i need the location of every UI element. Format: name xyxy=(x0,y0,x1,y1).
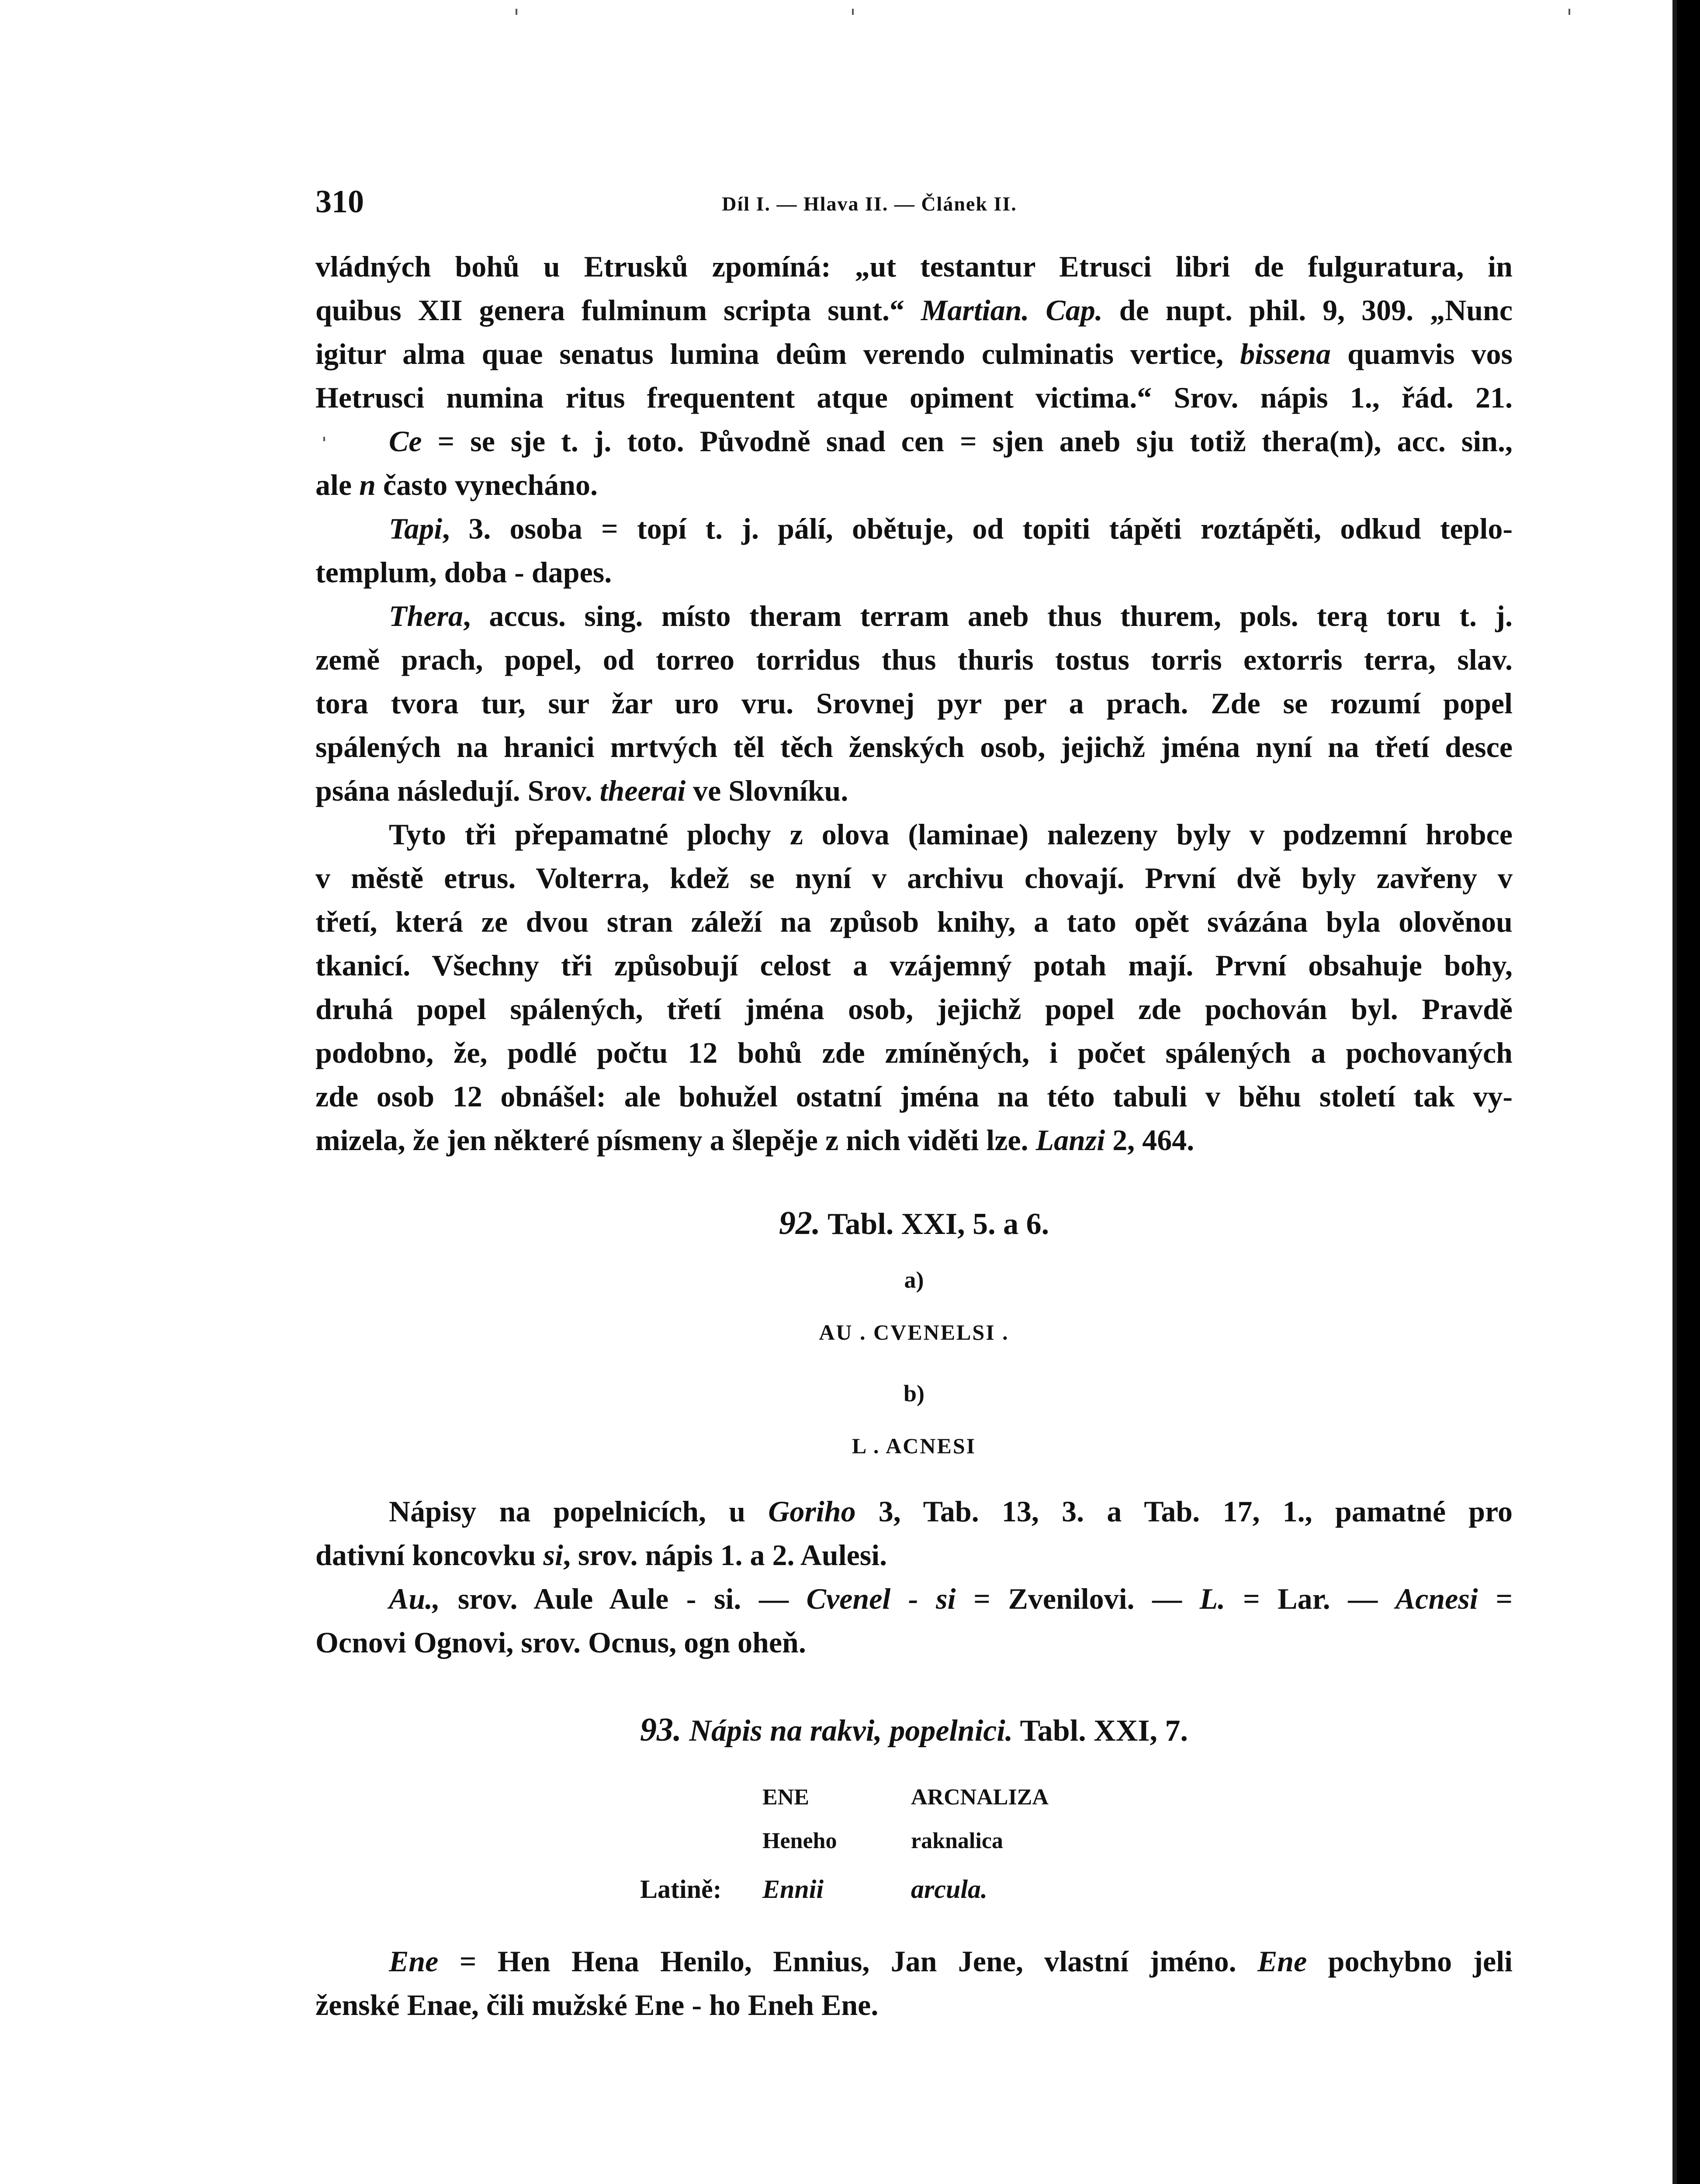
running-head: Díl I. — Hlava II. — Článek II. xyxy=(722,193,1017,215)
text-line: tkanicí. Všechny tři způsobují celost a vzájemný potah mají. První obsahuje bohy, xyxy=(315,949,1513,982)
inscription-text: L . ACNESI xyxy=(852,1434,976,1458)
scan-edge-mark xyxy=(516,9,517,15)
text-line: Ocnovi Ognovi, srov. Ocnus, ogn oheň. xyxy=(315,1626,806,1659)
text-line: quibus XII genera fulminum scripta sunt.“ Martian. Cap. de nupt. phil. 9, 309. „Nunc xyxy=(315,294,1513,327)
term: Cvenel - si xyxy=(806,1582,956,1615)
scan-edge-mark xyxy=(852,9,854,15)
inscription-label: b) xyxy=(903,1380,924,1406)
text-line: druhá popel spálených, třetí jména osob, jejichž popel zde pochován byl. Pravdě xyxy=(315,992,1513,1026)
text-line: igitur alma quae senatus lumina deûm verendo culminatis vertice, bissena quamvis vos xyxy=(315,337,1513,370)
citation-author: Lanzi xyxy=(1035,1123,1105,1157)
section-heading xyxy=(315,1708,1513,1753)
latin-word: arcula. xyxy=(911,1875,988,1904)
term: Acnesi xyxy=(1395,1582,1478,1615)
text-line: spálených na hranici mrtvých těl těch ženských osob, jejichž jména nyní na třetí desce xyxy=(315,730,1513,764)
emphasis: theerai xyxy=(599,774,686,807)
term: Thera xyxy=(389,599,463,632)
text-line: třetí, která ze dvou stran záleží na způsob knihy, a tato opět svázána byla olověnou xyxy=(315,905,1513,938)
term: L. xyxy=(1199,1582,1226,1615)
text-line: Au., srov. Aule Aule - si. — Cvenel - si = Zvenilovi. — L. = Lar. — Acnesi = xyxy=(389,1582,1513,1615)
emphasis: bissena xyxy=(1240,337,1331,370)
text-line: Tyto tři přepamatné plochy z olova (laminae) nalezeny byly v podzemní hrobce xyxy=(389,818,1513,851)
text-line: ale n často vynecháno. xyxy=(315,468,598,501)
section-title: Tabl. XXI, 5. a 6. xyxy=(827,1207,1049,1241)
text-line: Nápisy na popelnicích, u Goriho 3, Tab. 13, 3. a Tab. 17, 1., pamatné pro xyxy=(389,1495,1513,1528)
emphasis: si xyxy=(543,1538,563,1572)
latin-word: Ennii xyxy=(762,1875,824,1904)
text-line: v městě etrus. Volterra, kdež se nyní v archivu chovají. První dvě byly zavřeny v xyxy=(315,861,1513,895)
emphasis: n xyxy=(359,468,376,501)
scan-edge-mark xyxy=(1568,9,1570,15)
text-line: Thera, accus. sing. místo theram terram aneb thus thurem, pols. terą toru t. j. xyxy=(389,599,1513,632)
text-line: mizela, že jen některé písmeny a šlepěje z nich viděti lze. Lanzi 2, 464. xyxy=(315,1123,1195,1157)
text-line: podobno, že, podlé počtu 12 bohů zde zmíněných, i počet spálených a pochovaných xyxy=(315,1036,1513,1069)
inscription-word: ARCNALIZA xyxy=(911,1785,1049,1810)
transliteration-word: raknalica xyxy=(911,1828,1003,1853)
term: Ce xyxy=(389,425,422,458)
page-header xyxy=(0,183,1672,227)
text-line: ženské Enae, čili mužské Ene - ho Eneh Ene. xyxy=(315,1988,879,2022)
citation-author: Martian. Cap. xyxy=(921,294,1103,327)
section-title-italic: Nápis na rakvi, popelnici. xyxy=(689,1714,1013,1748)
text-line: Ce = se sje t. j. toto. Původně snad cen = sjen aneb sju totiž thera(m), acc. sin., xyxy=(389,425,1513,458)
section-number: 93. xyxy=(640,1711,682,1748)
page-number: 310 xyxy=(315,184,364,220)
latin-label: Latině: xyxy=(640,1875,722,1904)
inscription-text: AU . CVENELSI . xyxy=(819,1320,1009,1344)
transliteration-word: Heneho xyxy=(762,1828,837,1853)
text-line: tora tvora tur, sur žar uro vru. Srovnej pyr per a prach. Zde se rozumí popel xyxy=(315,687,1513,720)
text-line: Hetrusci numina ritus frequentent atque opiment victima.“ Srov. nápis 1., řád. 21. xyxy=(315,381,1513,414)
term: Au., xyxy=(389,1582,440,1615)
term: Ene xyxy=(389,1945,439,1978)
section-number: 92. xyxy=(779,1205,821,1241)
text-line: vládných bohů u Etrusků zpomíná: „ut testantur Etrusci libri de fulguratura, in xyxy=(315,250,1513,283)
text-line: templum, doba - dapes. xyxy=(315,556,612,589)
citation-author: Goriho xyxy=(768,1495,856,1528)
inscription-word: ENE xyxy=(762,1785,809,1810)
term: Tapi xyxy=(389,512,443,545)
inscription-label: a) xyxy=(904,1267,924,1293)
section-heading xyxy=(315,1201,1513,1246)
text-line: psána následují. Srov. theerai ve Slovníku. xyxy=(315,774,848,807)
section-title: Tabl. XXI, 7. xyxy=(1020,1714,1188,1748)
text-line: Ene = Hen Hena Henilo, Ennius, Jan Jene, vlastní jméno. Ene pochybno jeli xyxy=(389,1945,1513,1978)
term: Ene xyxy=(1257,1945,1307,1978)
text-line: Tapi, 3. osoba = topí t. j. pálí, obětuje, od topiti tápěti roztápěti, odkud teplo- xyxy=(389,512,1513,545)
scan-margin-mark xyxy=(323,437,325,441)
text-line: dativní koncovku si, srov. nápis 1. a 2. Aulesi. xyxy=(315,1538,887,1572)
text-line: zde osob 12 obnášel: ale bohužel ostatní jména na této tabuli v běhu století tak vy- xyxy=(315,1080,1513,1113)
text-line: země prach, popel, od torreo torridus thus thuris tostus torris extorris terra, slav. xyxy=(315,643,1513,676)
